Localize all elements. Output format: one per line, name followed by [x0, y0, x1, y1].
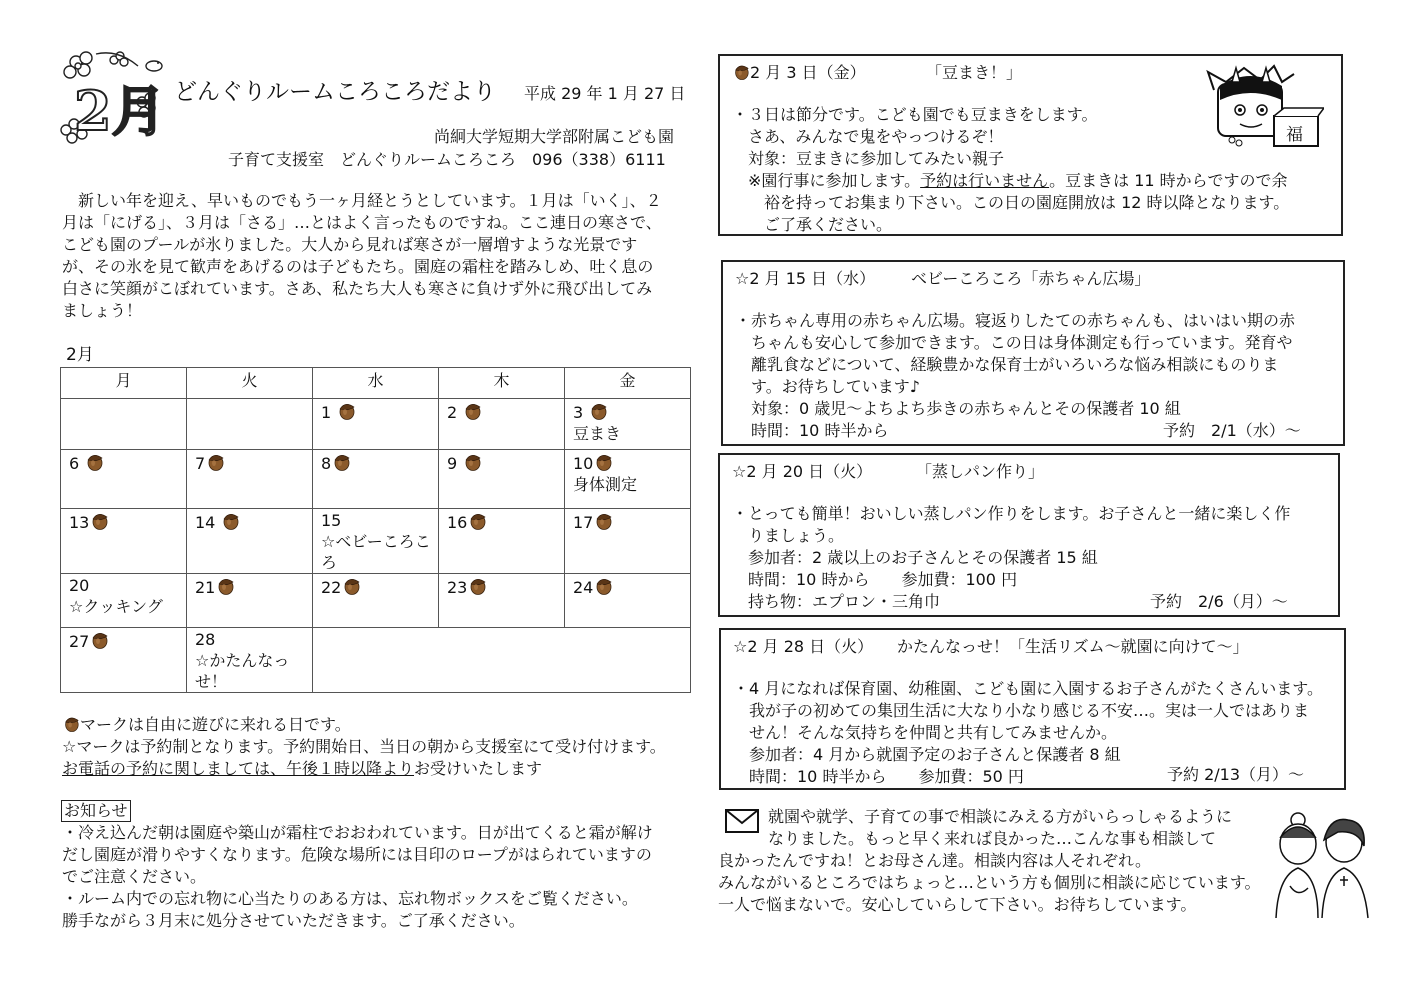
intro-line: 新しい年を迎え、早いものでもう一ヶ月経とうとしています。１月は「いく」、２ — [62, 191, 662, 210]
day-event: ☆かたんなっせ！ — [195, 651, 290, 691]
day-number: 3 — [573, 403, 584, 422]
calendar-cell — [565, 574, 691, 628]
event-box-katannasse — [719, 628, 1346, 790]
event-title: ベビーころころ「赤ちゃん広場」 — [911, 269, 1151, 288]
weekday-header: 火 — [187, 368, 313, 399]
calendar-cell — [439, 574, 565, 628]
calendar-cell — [565, 450, 691, 509]
notice-line: だし園庭が滑りやすくなります。危険な場所には目印のロープがはられていますの — [62, 845, 652, 864]
day-number: 7 — [195, 454, 206, 473]
event-body: ・赤ちゃん専用の赤ちゃん広場。寝返りしたての赤ちゃんも、はいはい期の赤 ちゃんも安心して参加できます。この日は身体測定も行っています。発育や 離乳食などについて、経験豊かな保育士がいろいろな悩み相談にものりま す。お待ちしています♪ 対象：0 歳児～よちよち歩きの赤ちゃんとその保護者 10 組 時間：10 時半から — [735, 311, 1296, 440]
day-number: 27 — [69, 632, 90, 651]
acorn-icon — [62, 714, 80, 732]
event-note: ※園行事に参加します。予約は行いません。豆まきは 11 時からですので余 — [732, 171, 1288, 190]
weekday-header: 木 — [439, 368, 565, 399]
legend-acorn-line: マークは自由に遊びに来れる日です。 — [62, 714, 666, 736]
consult-body: 就園や就学、子育ての事で相談にみえる方がいらっしゃるように なりました。もっと早く来れば良かった…こんな事も相談して 良かったんですね！とお母さん達。相談内容は人それぞれ。 みんながいるところではちょっと…という方も個別に相談に応じています。 一人で悩まないで。安心していらして下さい。お待ちしています。 — [718, 807, 1261, 914]
day-event: ☆ベビーころころ — [321, 532, 431, 572]
reservation-date: 予約 2/6（月）～ — [1150, 592, 1288, 611]
calendar-week-row — [61, 450, 691, 509]
day-number: 14 — [195, 513, 216, 532]
calendar-cell — [187, 574, 313, 628]
calendar-week-row — [61, 509, 691, 574]
acorn-icon — [467, 510, 487, 530]
notice-line: でご注意ください。 — [62, 867, 207, 886]
event-title: 「蒸しパン作り」 — [916, 462, 1045, 481]
calendar-cell — [61, 574, 187, 628]
calendar-cell — [565, 399, 691, 450]
acorn-icon — [220, 510, 240, 530]
calendar-header-row — [61, 368, 691, 399]
reservation-date: 予約 2/13（月）～ — [1167, 765, 1305, 784]
calendar-cell — [61, 450, 187, 509]
intro-line: こども園のプールが氷りました。大人から見れば寒さが一層増すような光景です — [62, 235, 638, 254]
event-body: ・4 月になれば保育園、幼稚園、こども園に入園するお子さんがたくさんいます。 我が子の初めての集団生活に大なり小なり感じる不安…。実は一人ではありま せん！そんな気持ちを仲間と共有してみませんか。 参加者：4 月から就園予定のお子さんと保護者 8 組 時間：10 時半から 参加費：50 円 — [733, 679, 1323, 786]
calendar-month-label: 2月 — [66, 345, 94, 365]
day-number: 15 — [321, 511, 342, 530]
weekday-header: 水 — [313, 368, 439, 399]
issue-date: 平成 29 年 1 月 27 日 — [524, 84, 686, 103]
calendar-cell — [61, 509, 187, 574]
acorn-icon — [331, 451, 351, 471]
bird-icon — [146, 61, 162, 71]
month-logo-text: 2月 — [74, 79, 166, 143]
calendar-cell-empty — [187, 399, 313, 450]
notice-heading: お知らせ — [61, 800, 131, 822]
notice-line: ・冷え込んだ朝は園庭や築山が霜柱でおおわれています。日が出てくると霜が解け — [62, 823, 653, 842]
legend — [62, 714, 666, 780]
acorn-icon — [593, 510, 613, 530]
calendar-week-row — [61, 399, 691, 450]
calendar-cell-empty — [61, 399, 187, 450]
calendar-cell — [439, 450, 565, 509]
acorn-icon — [593, 451, 613, 471]
day-number: 6 — [69, 454, 80, 473]
notice-line: 勝手ながら３月末に処分させていただきます。ご了承ください。 — [62, 911, 525, 930]
mother-left-icon — [1276, 813, 1318, 918]
calendar-cell — [439, 509, 565, 574]
contact-info: 子育て支援室 どんぐりルームころころ 096（338）6111 — [228, 150, 666, 169]
day-number: 1 — [321, 403, 332, 422]
calendar-cell — [61, 628, 187, 693]
event-box-baby-plaza — [721, 260, 1345, 446]
organization: 尚絅大学短期大学部附属こども園 — [434, 127, 675, 146]
acorn-icon — [588, 400, 608, 420]
acorn-icon — [462, 400, 482, 420]
day-event: 豆まき — [573, 424, 622, 443]
day-number: 23 — [447, 578, 468, 597]
acorn-icon — [215, 575, 235, 595]
calendar-week-row — [61, 574, 691, 628]
acorn-icon — [89, 629, 109, 649]
event-title: 「豆まき！」 — [926, 63, 1023, 82]
day-number: 24 — [573, 578, 594, 597]
day-number: 9 — [447, 454, 458, 473]
weekday-header: 金 — [565, 368, 691, 399]
intro-line: ましょう！ — [62, 301, 143, 320]
calendar-cell — [313, 509, 439, 574]
day-number: 17 — [573, 513, 594, 532]
legend-star-line: ☆マークは予約制となります。予約開始日、当日の朝から支援室にて受け付けます。 — [62, 737, 666, 756]
calendar-cell-empty — [313, 628, 691, 693]
event-box-setsubun — [718, 54, 1343, 236]
fuku-label: 福 — [1286, 125, 1303, 145]
event-date: ☆2 月 15 日（水） — [735, 269, 876, 288]
month-logo — [58, 44, 170, 156]
calendar-cell — [313, 574, 439, 628]
calendar-cell — [313, 450, 439, 509]
day-number: 21 — [195, 578, 216, 597]
calendar-cell — [313, 399, 439, 450]
day-number: 16 — [447, 513, 468, 532]
intro-paragraph — [62, 190, 692, 322]
event-date: 2 月 3 日（金） — [732, 62, 866, 84]
day-number: 22 — [321, 578, 342, 597]
oni-illustration — [1204, 60, 1324, 150]
acorn-icon — [336, 400, 356, 420]
day-event: 身体測定 — [573, 475, 638, 494]
acorn-icon — [593, 575, 613, 595]
mothers-illustration — [1268, 806, 1374, 922]
newsletter-title: どんぐりルームころころだより — [174, 79, 496, 105]
calendar-cell — [187, 509, 313, 574]
acorn-icon — [462, 451, 482, 471]
weekday-header: 月 — [61, 368, 187, 399]
day-number: 8 — [321, 454, 332, 473]
calendar-cell — [187, 628, 313, 693]
acorn-icon — [341, 575, 361, 595]
notice-line: ・ルーム内での忘れ物に心当たりのある方は、忘れ物ボックスをご覧ください。 — [62, 889, 638, 908]
calendar-week-row — [61, 628, 691, 693]
notice-body — [62, 822, 653, 932]
calendar-table — [60, 367, 691, 693]
acorn-icon — [732, 62, 750, 80]
day-event: ☆クッキング — [69, 597, 163, 616]
event-title: かたんなっせ！「生活リズム～就園に向けて～」 — [897, 637, 1249, 656]
event-date: ☆2 月 20 日（火） — [732, 462, 873, 481]
acorn-icon — [89, 510, 109, 530]
mother-right-icon — [1322, 819, 1368, 918]
reservation-date: 予約 2/1（水）～ — [1163, 421, 1301, 440]
calendar-cell — [187, 450, 313, 509]
calendar-cell — [439, 399, 565, 450]
intro-line: 白さに笑顔がこぼれています。さあ、私たち大人も寒さに負けず外に飛び出してみ — [62, 279, 653, 298]
intro-line: が、その氷を見て歓声をあげるのは子どもたち。園庭の霜柱を踏みしめ、吐く息の — [62, 257, 654, 276]
acorn-icon — [467, 575, 487, 595]
acorn-icon — [84, 451, 104, 471]
event-body: ・とっても簡単！おいしい蒸しパン作りをします。お子さんと一緒に楽しく作 りましょう。 参加者：2 歳以上のお子さんとその保護者 15 組 時間：10 時から 参加費：100 円 持ち物：エプロン・三角巾 — [732, 504, 1291, 611]
legend-phone-line: お電話の予約に関しましては、午後１時以降よりお受けいたします — [62, 759, 543, 778]
day-number: 20 — [69, 576, 90, 595]
day-number: 13 — [69, 513, 90, 532]
event-body: ・３日は節分です。こども園でも豆まきをします。 さあ、みんなで鬼をやっつけるぞ！ 対象：豆まきに参加してみたい親子 ※園行事に参加します。予約は行いません。豆まきは 11 時からですので余 裕を持ってお集まり下さい。この日の園庭開放は 12 時以降となります。 ご了承ください。 — [732, 105, 1290, 234]
event-date: ☆2 月 28 日（火） — [733, 637, 874, 656]
bean-box-icon — [1274, 108, 1324, 146]
acorn-icon — [205, 451, 225, 471]
day-number: 10 — [573, 454, 594, 473]
day-number: 28 — [195, 630, 216, 649]
event-box-steamed-bread — [718, 453, 1340, 617]
calendar-cell — [565, 509, 691, 574]
intro-line: 月は「にげる」、３月は「さる」…とはよく言ったものですね。ここ連日の寒さで、 — [62, 213, 662, 232]
day-number: 2 — [447, 403, 458, 422]
